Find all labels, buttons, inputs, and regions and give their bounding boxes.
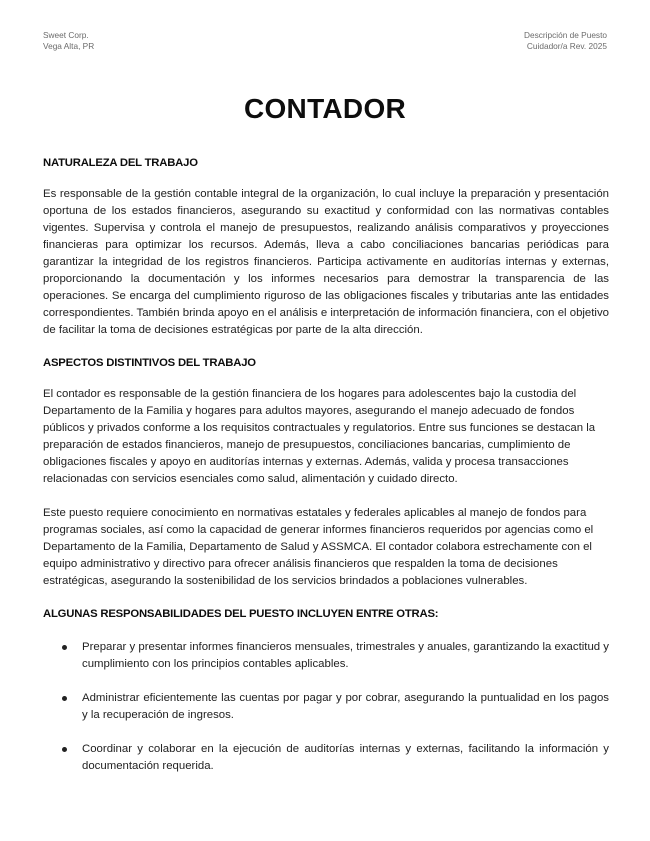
section-heading: NATURALEZA DEL TRABAJO: [43, 157, 198, 169]
company-name: Sweet Corp.: [43, 30, 89, 40]
document-revision: Cuidador/a Rev. 2025: [526, 41, 607, 51]
document-body: [43, 156, 609, 792]
section-responsabilidades: [43, 607, 609, 775]
responsibilities-list: [43, 639, 609, 775]
bullet-icon: [62, 645, 67, 650]
bullet-icon: [62, 747, 67, 752]
section-naturaleza: [43, 156, 609, 339]
section-aspectos: [43, 356, 609, 590]
list-item-text: Coordinar y colaborar en la ejecución de auditorías internas y externas, facilitando la información y documentación requerida.: [82, 743, 609, 772]
list-item-text: Preparar y presentar informes financieros mensuales, trimestrales y anuales, garantizando la exactitud y cumplimiento con los principios contables aplicables.: [82, 641, 609, 670]
paragraph: Es responsable de la gestión contable integral de la organización, lo cual incluye la preparación y presentación oportuna de los estados financieros, asegurando su exactitud y conformidad con las normativas contables vigentes. Supervisa y controla el manejo de presupuestos, realizando análisis comparativos y proyecciones financieras para optimizar los recursos. Además, lleva a cabo conciliaciones bancarias periódicas para garantizar la integridad de los registros financieros. Participa activamente en auditorías internas y externas, proporcionando la documentación y los informes necesarios para demostrar la transparencia de las operaciones. Se encarga del cumplimiento riguroso de las obligaciones fiscales y tributarias ante las entidades correspondientes. También brinda apoyo en el análisis e interpretación de información financiera, con el objetivo de facilitar la toma de decisiones estratégicas por parte de la alta dirección.: [43, 188, 609, 336]
page-header: [43, 30, 607, 52]
list-item: [43, 639, 609, 673]
section-heading: ALGUNAS RESPONSABILIDADES DEL PUESTO INCLUYEN ENTRE OTRAS:: [43, 608, 439, 620]
page-title: CONTADOR: [243, 93, 407, 124]
company-location: Vega Alta, PR: [43, 41, 95, 51]
section-heading: ASPECTOS DISTINTIVOS DEL TRABAJO: [43, 357, 256, 369]
list-item: [43, 690, 609, 724]
document-type: Descripción de Puesto: [523, 30, 607, 40]
list-item: [43, 741, 609, 775]
header-left: [43, 30, 94, 52]
paragraph: Este puesto requiere conocimiento en normativas estatales y federales aplicables al manejo de fondos para programas sociales, así como la capacidad de generar informes financieros requeridos por agencias como el Departamento de la Familia, Departamento de Salud y ASSMCA. El contador colabora estrechamente con el equipo administrativo y directivo para ofrecer análisis financieros que respalden la toma de decisiones estratégicas, asegurando la sostenibilidad de los servicios brindados a poblaciones vulnerables.: [43, 507, 594, 587]
list-item-text: Administrar eficientemente las cuentas por pagar y por cobrar, asegurando la puntualidad en los pagos y la recuperación de ingresos.: [82, 692, 609, 721]
bullet-icon: [62, 696, 67, 701]
paragraph: El contador es responsable de la gestión financiera de los hogares para adolescentes bajo la custodia del Departamento de la Familia y hogares para adultos mayores, asegurando el manejo adecuado de fondos públicos y privados conforme a los requisitos contractuales y regulatorios. Entre sus funciones se destacan la preparación de estados financieros, manejo de presupuestos, conciliaciones bancarias, cumplimiento de obligaciones fiscales y apoyo en auditorías internas y externas. Además, valida y procesa transacciones relacionadas con servicios esenciales como salud, alimentación y cuidado directo.: [43, 388, 596, 485]
header-right: [524, 30, 607, 52]
